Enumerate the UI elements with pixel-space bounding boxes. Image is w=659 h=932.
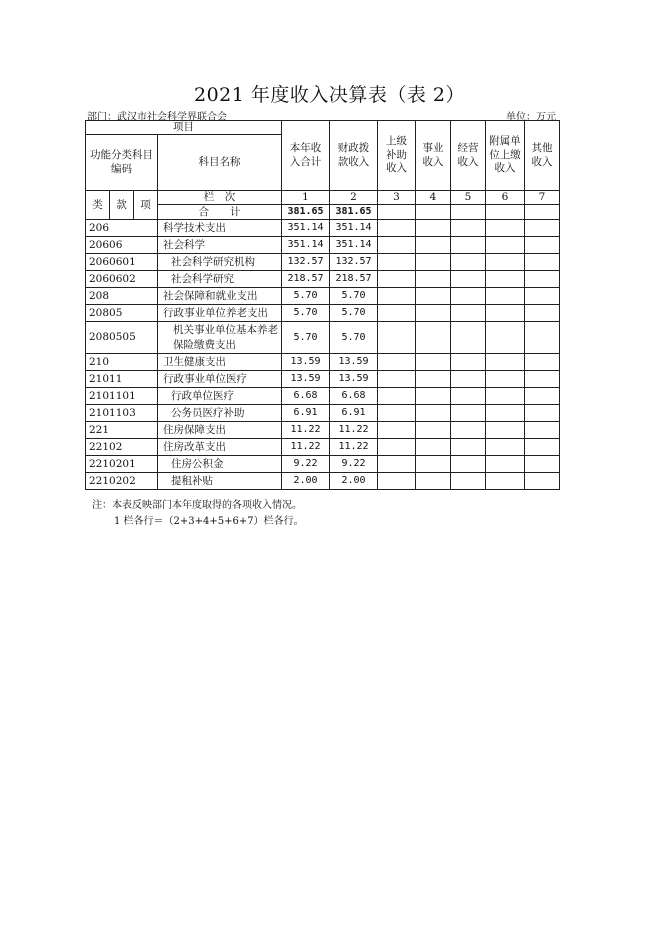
row-fiscal: 351.14 xyxy=(330,237,378,254)
row-total: 5.70 xyxy=(282,288,330,305)
row-empty-cell xyxy=(525,388,560,405)
row-total: 6.68 xyxy=(282,388,330,405)
row-empty-cell xyxy=(451,405,486,422)
row-empty-cell xyxy=(416,456,451,473)
table-row xyxy=(86,237,560,254)
row-fiscal: 11.22 xyxy=(330,422,378,439)
row-name: 住房改革支出 xyxy=(158,439,282,456)
footnote-1: 注：本表反映部门本年度取得的各项收入情况。 xyxy=(92,500,302,511)
row-empty-cell xyxy=(378,405,416,422)
row-code: 208 xyxy=(86,288,158,305)
table-row xyxy=(86,271,560,288)
row-code: 221 xyxy=(86,422,158,439)
row-empty-cell xyxy=(486,422,525,439)
row-fiscal: 132.57 xyxy=(330,254,378,271)
row-empty-cell xyxy=(525,305,560,322)
col-number-4: 4 xyxy=(416,191,451,205)
col-number-6: 6 xyxy=(486,191,525,205)
row-empty-cell xyxy=(378,254,416,271)
row-total: 11.22 xyxy=(282,422,330,439)
table-row xyxy=(86,305,560,322)
row-empty-cell xyxy=(486,439,525,456)
total-row-other xyxy=(525,205,560,220)
row-name: 社会科学研究机构 xyxy=(158,254,282,271)
row-total: 5.70 xyxy=(282,305,330,322)
department-label: 部门：武汉市社会科学界联合会 xyxy=(87,112,227,123)
table-row xyxy=(86,388,560,405)
row-empty-cell xyxy=(416,220,451,237)
row-code: 2101103 xyxy=(86,405,158,422)
row-empty-cell xyxy=(416,305,451,322)
row-empty-cell xyxy=(416,288,451,305)
header-business-income: 事业收入 xyxy=(416,121,451,191)
row-empty-cell xyxy=(486,220,525,237)
row-empty-cell xyxy=(525,271,560,288)
total-row-operating xyxy=(451,205,486,220)
row-empty-cell xyxy=(378,371,416,388)
row-empty-cell xyxy=(451,371,486,388)
table-row xyxy=(86,439,560,456)
row-name: 社会科学 xyxy=(158,237,282,254)
row-empty-cell xyxy=(378,305,416,322)
table-row xyxy=(86,473,560,490)
row-code: 21011 xyxy=(86,371,158,388)
row-empty-cell xyxy=(378,237,416,254)
row-fiscal: 9.22 xyxy=(330,456,378,473)
row-empty-cell xyxy=(451,220,486,237)
row-empty-cell xyxy=(525,422,560,439)
row-total: 5.70 xyxy=(282,322,330,354)
row-empty-cell xyxy=(416,371,451,388)
col-number-3: 3 xyxy=(378,191,416,205)
row-code: 20606 xyxy=(86,237,158,254)
total-row-affiliated xyxy=(486,205,525,220)
row-empty-cell xyxy=(486,405,525,422)
row-empty-cell xyxy=(525,322,560,354)
row-fiscal: 6.91 xyxy=(330,405,378,422)
row-empty-cell xyxy=(451,305,486,322)
row-fiscal: 218.57 xyxy=(330,271,378,288)
row-empty-cell xyxy=(451,422,486,439)
row-code: 2060602 xyxy=(86,271,158,288)
row-empty-cell xyxy=(451,322,486,354)
table-row xyxy=(86,254,560,271)
row-code: 22102 xyxy=(86,439,158,456)
report-title: 2021 年度收入决算表（表 2） xyxy=(193,84,466,106)
header-superior-subsidy: 上级补助收入 xyxy=(378,121,416,191)
header-subject-name: 科目名称 xyxy=(158,135,282,191)
row-name: 科学技术支出 xyxy=(158,220,282,237)
row-empty-cell xyxy=(486,388,525,405)
row-empty-cell xyxy=(486,288,525,305)
row-empty-cell xyxy=(378,473,416,490)
row-code: 2210201 xyxy=(86,456,158,473)
row-name: 公务员医疗补助 xyxy=(158,405,282,422)
income-report-table xyxy=(85,120,560,490)
row-empty-cell xyxy=(525,371,560,388)
row-empty-cell xyxy=(416,388,451,405)
row-empty-cell xyxy=(486,237,525,254)
row-empty-cell xyxy=(378,422,416,439)
row-empty-cell xyxy=(486,305,525,322)
header-kuan: 款 xyxy=(110,191,134,220)
row-empty-cell xyxy=(416,322,451,354)
header-total-income: 本年收入合计 xyxy=(282,121,330,191)
row-empty-cell xyxy=(378,456,416,473)
row-empty-cell xyxy=(486,322,525,354)
row-empty-cell xyxy=(378,388,416,405)
table-row xyxy=(86,405,560,422)
row-empty-cell xyxy=(378,220,416,237)
table-row xyxy=(86,288,560,305)
row-total: 13.59 xyxy=(282,371,330,388)
row-empty-cell xyxy=(416,439,451,456)
row-code: 2080505 xyxy=(86,322,158,354)
row-name: 住房保障支出 xyxy=(158,422,282,439)
row-empty-cell xyxy=(416,422,451,439)
row-empty-cell xyxy=(525,473,560,490)
header-operating-income: 经营收入 xyxy=(451,121,486,191)
row-name: 社会保障和就业支出 xyxy=(158,288,282,305)
row-fiscal: 5.70 xyxy=(330,322,378,354)
header-function-code: 功能分类科目编码 xyxy=(86,135,158,191)
row-empty-cell xyxy=(525,220,560,237)
row-empty-cell xyxy=(451,439,486,456)
row-name: 社会科学研究 xyxy=(158,271,282,288)
row-empty-cell xyxy=(451,473,486,490)
row-name: 住房公积金 xyxy=(158,456,282,473)
row-fiscal: 13.59 xyxy=(330,371,378,388)
table-row xyxy=(86,371,560,388)
row-total: 9.22 xyxy=(282,456,330,473)
row-name: 卫生健康支出 xyxy=(158,354,282,371)
row-empty-cell xyxy=(451,271,486,288)
row-fiscal: 2.00 xyxy=(330,473,378,490)
row-empty-cell xyxy=(451,354,486,371)
row-empty-cell xyxy=(378,288,416,305)
row-empty-cell xyxy=(378,354,416,371)
row-code: 206 xyxy=(86,220,158,237)
row-empty-cell xyxy=(486,371,525,388)
table-row xyxy=(86,456,560,473)
unit-label: 单位：万元 xyxy=(506,112,556,123)
row-empty-cell xyxy=(451,237,486,254)
row-empty-cell xyxy=(451,456,486,473)
row-code: 2060601 xyxy=(86,254,158,271)
row-total: 13.59 xyxy=(282,354,330,371)
table-row xyxy=(86,220,560,237)
row-empty-cell xyxy=(416,405,451,422)
row-empty-cell xyxy=(525,254,560,271)
row-empty-cell xyxy=(378,439,416,456)
row-empty-cell xyxy=(416,254,451,271)
row-empty-cell xyxy=(416,271,451,288)
row-name: 行政事业单位养老支出 xyxy=(158,305,282,322)
row-empty-cell xyxy=(525,354,560,371)
total-row-label: 合 计 xyxy=(158,205,282,220)
row-fiscal: 5.70 xyxy=(330,288,378,305)
row-code: 210 xyxy=(86,354,158,371)
row-empty-cell xyxy=(486,456,525,473)
row-fiscal: 6.68 xyxy=(330,388,378,405)
row-empty-cell xyxy=(525,456,560,473)
header-affiliated-income: 附属单位上缴收入 xyxy=(486,121,525,191)
header-other-income: 其他收入 xyxy=(525,121,560,191)
row-fiscal: 5.70 xyxy=(330,305,378,322)
row-code: 2210202 xyxy=(86,473,158,490)
col-number-2: 2 xyxy=(330,191,378,205)
row-empty-cell xyxy=(378,271,416,288)
row-fiscal: 351.14 xyxy=(330,220,378,237)
total-row-business xyxy=(416,205,451,220)
total-row-fiscal: 381.65 xyxy=(330,205,378,220)
table-row xyxy=(86,322,560,354)
row-name: 提租补贴 xyxy=(158,473,282,490)
row-fiscal: 13.59 xyxy=(330,354,378,371)
row-name: 行政事业单位医疗 xyxy=(158,371,282,388)
footnote-2: 1 栏各行＝（2+3+4+5+6+7）栏各行。 xyxy=(114,516,304,527)
row-total: 2.00 xyxy=(282,473,330,490)
table-row xyxy=(86,422,560,439)
row-empty-cell xyxy=(451,388,486,405)
total-row-income: 381.65 xyxy=(282,205,330,220)
col-number-7: 7 xyxy=(525,191,560,205)
col-number-1: 1 xyxy=(282,191,330,205)
row-total: 11.22 xyxy=(282,439,330,456)
row-empty-cell xyxy=(525,237,560,254)
total-row-superior xyxy=(378,205,416,220)
header-xiang: 项 xyxy=(134,191,158,220)
header-lei: 类 xyxy=(86,191,110,220)
row-empty-cell xyxy=(451,254,486,271)
col-number-5: 5 xyxy=(451,191,486,205)
row-code: 2101101 xyxy=(86,388,158,405)
row-empty-cell xyxy=(486,271,525,288)
row-empty-cell xyxy=(416,237,451,254)
row-empty-cell xyxy=(416,473,451,490)
row-empty-cell xyxy=(378,322,416,354)
row-total: 351.14 xyxy=(282,220,330,237)
row-empty-cell xyxy=(486,354,525,371)
header-lan-ci: 栏 次 xyxy=(158,191,282,205)
row-empty-cell xyxy=(416,354,451,371)
row-code: 20805 xyxy=(86,305,158,322)
row-total: 6.91 xyxy=(282,405,330,422)
row-name: 行政单位医疗 xyxy=(158,388,282,405)
row-empty-cell xyxy=(525,288,560,305)
row-total: 132.57 xyxy=(282,254,330,271)
header-fiscal-income: 财政拨款收入 xyxy=(330,121,378,191)
row-total: 218.57 xyxy=(282,271,330,288)
row-empty-cell xyxy=(451,288,486,305)
row-name: 机关事业单位基本养老保险缴费支出 xyxy=(158,322,282,354)
header-project: 项目 xyxy=(86,121,282,135)
row-fiscal: 11.22 xyxy=(330,439,378,456)
row-empty-cell xyxy=(486,254,525,271)
table-row xyxy=(86,354,560,371)
row-empty-cell xyxy=(525,405,560,422)
row-total: 351.14 xyxy=(282,237,330,254)
row-empty-cell xyxy=(486,473,525,490)
row-empty-cell xyxy=(525,439,560,456)
